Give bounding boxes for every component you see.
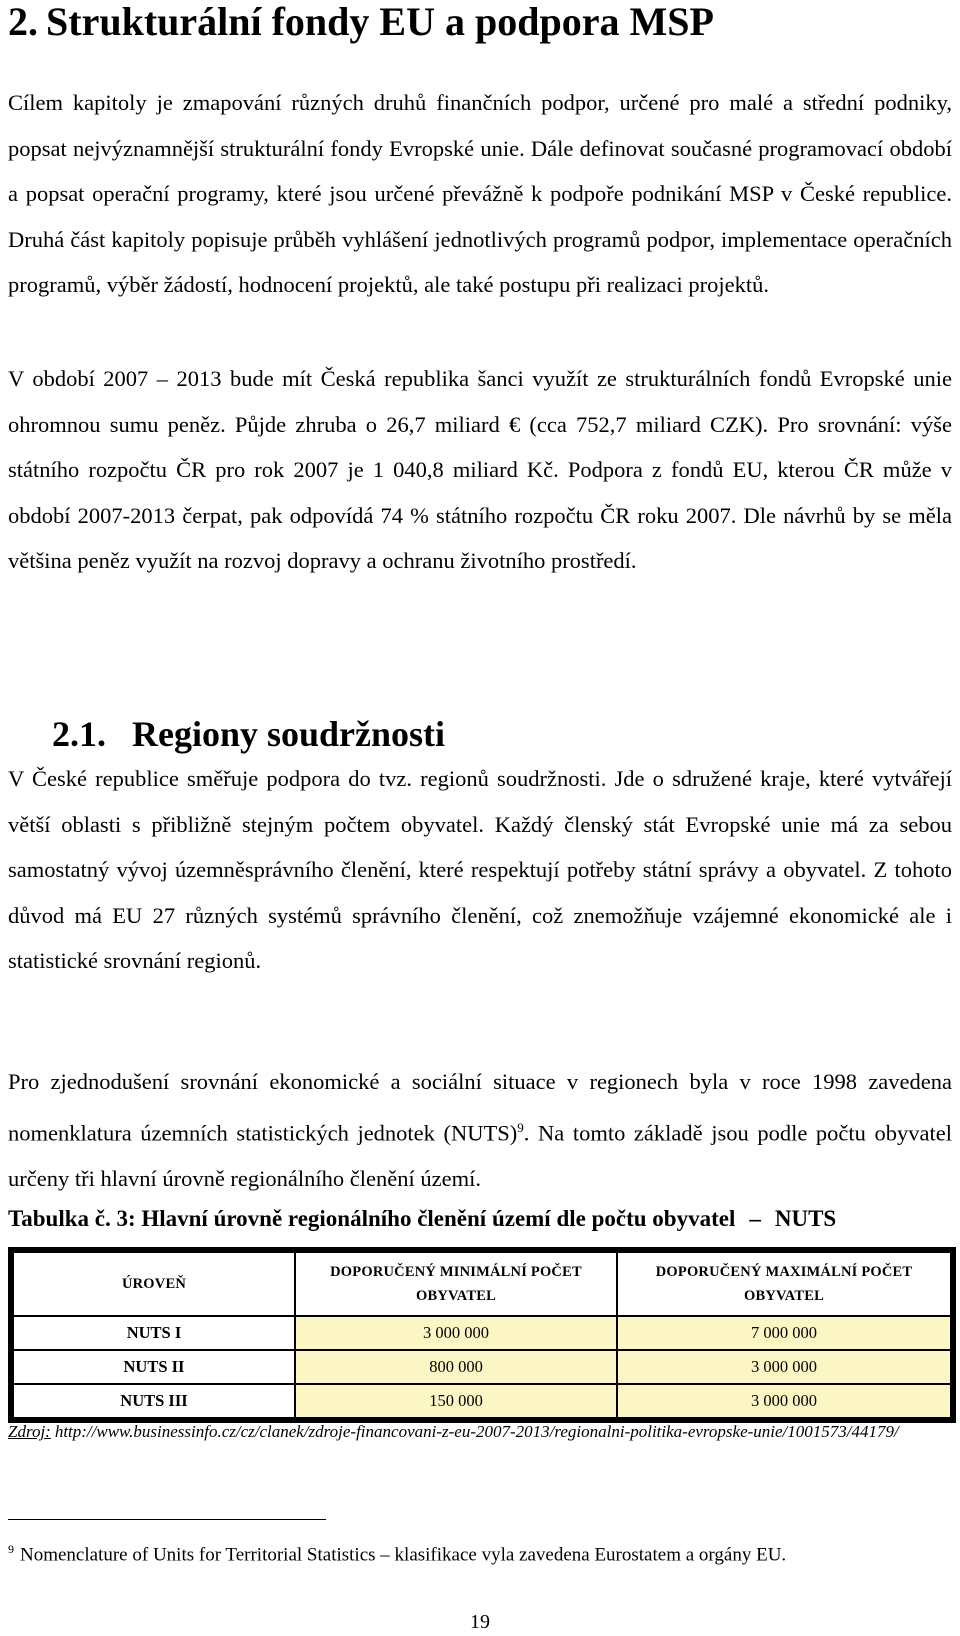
- table-row: [11, 1384, 953, 1420]
- table-header-row: [11, 1250, 953, 1316]
- chapter-title: Strukturální fondy EU a podpora MSP: [46, 0, 714, 44]
- section-title: Regiony soudržnosti: [132, 714, 446, 754]
- source-link[interactable]: http://www.businessinfo.cz/cz/clanek/zdroje-financovani-z-eu-2007-2013/regionalni-politika-evropske-unie/1001573/44179/: [54, 1422, 899, 1441]
- nuts-paragraph-text-2: . Na tomto základě jsou podle počtu obyvatel určeny tři hlavní úrovně regionálního členění území.: [8, 1120, 952, 1191]
- footnote-divider: [8, 1519, 326, 1520]
- chapter-number: 2.: [8, 0, 38, 44]
- footnote-ref[interactable]: 9: [517, 1119, 524, 1135]
- nuts-paragraph: [8, 1059, 952, 1201]
- table-caption-text: Tabulka č. 3: Hlavní úrovně regionálního členění území dle počtu obyvatel: [8, 1206, 736, 1231]
- cohesion-regions-paragraph: V České republice směřuje podpora do tvz. regionů soudržnosti. Jde o sdružené kraje, které vytvářejí větší oblasti s přibližně stejným počtem obyvatel. Každý členský stát Evropské unie má za sebou samostatný vývoj územněsprávního členění, které respektují potřeby státní správy a obyvatel. Z tohoto důvod má EU 27 různých systémů správního členění, což znemožňuje vzájemné ekonomické ale i statistické srovnání regionů.: [8, 766, 952, 973]
- intro-paragraph: Cílem kapitoly je zmapování různých druhů finančních podpor, určené pro malé a střední podniky, popsat nejvýznamnější strukturální fondy Evropské unie. Dále definovat současné programovací období a popsat operační programy, které jsou určené převážně k podpoře podnikání MSP v České republice. Druhá část kapitoly popisuje průběh vyhlášení jednotlivých programů podpor, implementace operačních programů, výběr žádostí, hodnocení projektů, ale také postupu při realizaci projektů.: [8, 90, 952, 297]
- row-level: NUTS III: [11, 1384, 295, 1420]
- header-min-population: DOPORUČENÝ MINIMÁLNÍ POČET OBYVATEL: [295, 1250, 617, 1316]
- table-source: [8, 1420, 952, 1443]
- footnote: [8, 1536, 952, 1568]
- table-row: [11, 1316, 953, 1350]
- page-number: 19: [470, 1611, 490, 1633]
- table-row: [11, 1350, 953, 1384]
- section-heading: [52, 714, 445, 754]
- row-max: 7 000 000: [617, 1316, 953, 1350]
- row-level: NUTS II: [11, 1350, 295, 1384]
- header-level: ÚROVEŇ: [11, 1250, 295, 1316]
- nuts-paragraph-text-1: Pro zjednodušení srovnání ekonomické a sociální situace v regionech byla v roce 1998 zavedena nomenklatura územních statistických jednotek (NUTS): [8, 1069, 952, 1145]
- header-max-population: DOPORUČENÝ MAXIMÁLNÍ POČET OBYVATEL: [617, 1250, 953, 1316]
- row-max: 3 000 000: [617, 1384, 953, 1420]
- row-level: NUTS I: [11, 1316, 295, 1350]
- table-caption: [8, 1204, 952, 1234]
- footnote-number: 9: [8, 1542, 14, 1556]
- row-min: 150 000: [295, 1384, 617, 1420]
- footnote-text: Nomenclature of Units for Territorial Statistics – klasifikace vyla zavedena Eurostatem a orgány EU.: [20, 1544, 787, 1566]
- table-caption-suffix: NUTS: [774, 1206, 837, 1231]
- section-number: 2.1.: [52, 714, 106, 754]
- row-max: 3 000 000: [617, 1350, 953, 1384]
- source-label: Zdroj:: [8, 1422, 51, 1441]
- row-min: 3 000 000: [295, 1316, 617, 1350]
- funding-paragraph: V období 2007 – 2013 bude mít Česká republika šanci využít ze strukturálních fondů Evropské unie ohromnou sumu peněz. Půjde zhruba o 26,7 miliard € (cca 752,7 miliard CZK). Pro srovnání: výše státního rozpočtu ČR pro rok 2007 je 1 040,8 miliard Kč. Podpora z fondů EU, kterou ČR může v období 2007-2013 čerpat, pak odpovídá 74 % státního rozpočtu ČR roku 2007. Dle návrhů by se měla většina peněz využít na rozvoj dopravy a ochranu životního prostředí.: [8, 366, 952, 573]
- table-caption-dash: –: [749, 1206, 761, 1231]
- row-min: 800 000: [295, 1350, 617, 1384]
- chapter-heading: [8, 0, 714, 44]
- nuts-table: [8, 1247, 956, 1423]
